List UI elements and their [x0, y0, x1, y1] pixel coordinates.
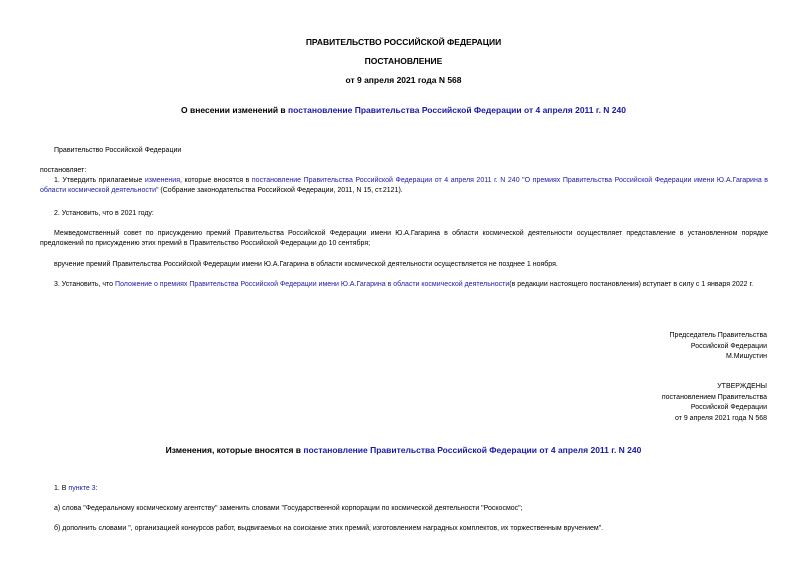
- council-paragraph: Межведомственный совет по присуждению премий Правительства Российской Федерации имени Ю.А.Гагарина в области космической деятельности осуществляет представление в установленном порядке предложений по присуждению этих премий в Правительство Российской Федерации до 10 сентября;: [40, 230, 768, 247]
- approval-date: от 9 апреля 2021 года N 568: [674, 414, 767, 422]
- changes-item-1: [54, 484, 98, 494]
- document-date-number: от 9 апреля 2021 года N 568: [345, 75, 462, 85]
- changes-link[interactable]: изменения: [144, 177, 180, 184]
- item-1-prefix: 1. Утвердить прилагаемые: [54, 177, 145, 184]
- signature-position: Председатель Правительства: [669, 332, 767, 339]
- signature-name: М.Мишустин: [725, 353, 767, 360]
- changes-item-1-suffix: :: [95, 485, 98, 492]
- changes-item-1-prefix: 1. В: [54, 485, 69, 492]
- approval-line-2: постановлением Правительства: [661, 393, 767, 401]
- title-resolution-link[interactable]: постановление Правительства Российской Федерации от 4 апреля 2011 г. N 240: [288, 105, 626, 115]
- item-3-suffix: (в редакции настоящего постановления) вступает в силу с 1 января 2022 г.: [509, 281, 754, 288]
- change-a: а) слова "Федеральному космическому агентству" заменить словами "Государственной корпорации по космической деятельности "Роскосмос";: [54, 505, 523, 512]
- item-3-prefix: 3. Установить, что: [54, 281, 116, 288]
- item-2: 2. Установить, что в 2021 году:: [54, 210, 154, 217]
- title-prefix: О внесении изменений в: [181, 105, 289, 115]
- change-b: б) дополнить словами ", организацией конкурсов работ, выдвигаемых на соискание этих премий, изготовлением наградных комплектов, их торжественным вручением".: [54, 525, 604, 532]
- item-3: [40, 280, 768, 290]
- item-1: [40, 176, 768, 196]
- item-1-mid: , которые вносятся в: [180, 177, 252, 184]
- changes-title: [0, 445, 807, 455]
- changes-title-prefix: Изменения, которые вносятся в: [165, 445, 304, 455]
- approval-heading: УТВЕРЖДЕНЫ: [717, 383, 767, 390]
- award-paragraph: вручение премий Правительства Российской Федерации имени Ю.А.Гагарина в области космической деятельности осуществляется не позднее 1 ноября.: [54, 261, 558, 268]
- document-title: [0, 105, 807, 115]
- document-type: ПОСТАНОВЛЕНИЕ: [364, 56, 443, 66]
- resolution-240-link[interactable]: постановление Правительства Российской Федерации от 4 апреля 2011 г. N 240 "О премиях Правительства Российской Федерации имени Ю.А.Гагарина в области космической деятельности": [40, 177, 769, 194]
- government-line: Правительство Российской Федерации: [54, 147, 182, 154]
- changes-title-link[interactable]: постановление Правительства Российской Федерации от 4 апреля 2011 г. N 240: [303, 445, 642, 455]
- resolves-line: постановляет:: [40, 167, 87, 174]
- paragraph-3-link[interactable]: пункте 3: [68, 485, 96, 492]
- signature-block: [670, 331, 767, 363]
- regulation-link[interactable]: Положение о премиях Правительства Российской Федерации имени Ю.А.Гагарина в области космической деятельности: [115, 281, 510, 288]
- approval-stamp: [662, 382, 767, 424]
- signature-org: Российской Федерации: [690, 342, 767, 350]
- item-1-suffix: (Собрание законодательства Российской Федерации, 2011, N 15, ст.2121).: [158, 187, 403, 194]
- approval-line-3: Российской Федерации: [690, 404, 767, 411]
- issuing-authority: ПРАВИТЕЛЬСТВО РОССИЙСКОЙ ФЕДЕРАЦИИ: [305, 37, 502, 47]
